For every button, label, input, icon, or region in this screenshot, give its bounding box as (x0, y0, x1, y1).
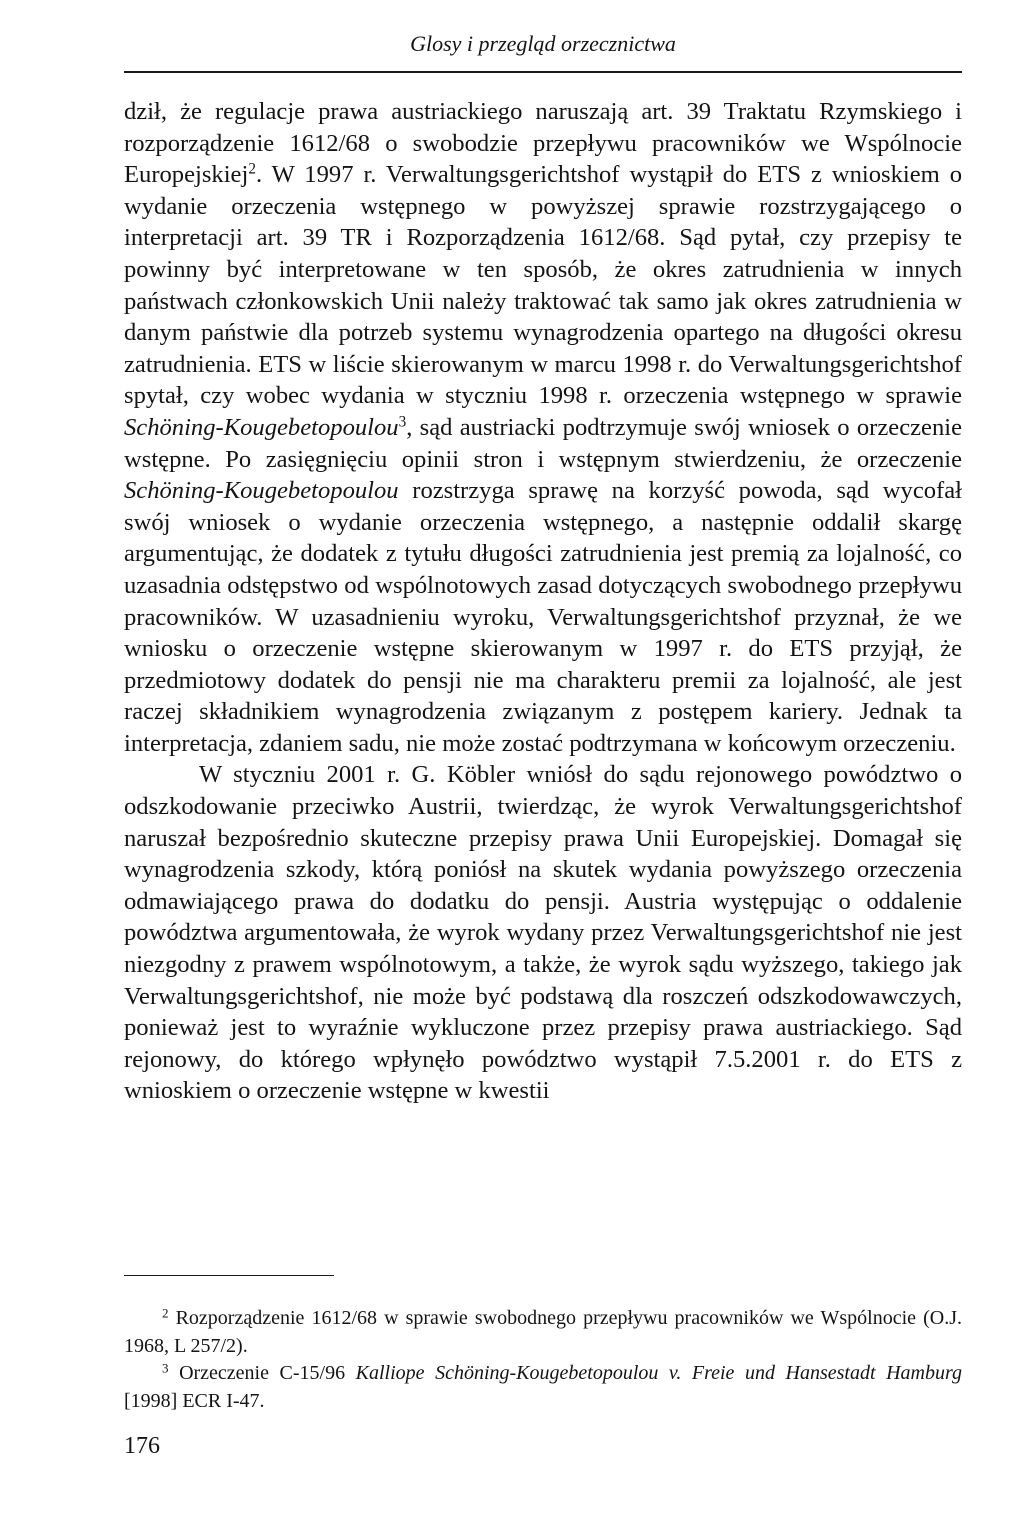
footnote-number: 2 (162, 1305, 169, 1321)
case-name-italic: Kalliope Schöning-Kougebetopoulou v. Freie und Hansestadt Hamburg (355, 1362, 963, 1384)
footnote-ref-2[interactable]: 2 (248, 160, 256, 178)
case-name-italic: Schöning-Kougebetopoulou (124, 413, 399, 441)
main-text (124, 96, 962, 1107)
running-head: Glosy i przegląd orzecznictwa (410, 31, 676, 56)
footnote-text-tail: [1998] ECR I-47. (124, 1389, 265, 1412)
footnote-text: Orzeczenie C-15/96 (179, 1362, 356, 1384)
paragraph-1 (124, 96, 962, 759)
case-name-italic: Schöning-Kougebetopoulou (124, 477, 399, 505)
footnote-rule (124, 1275, 334, 1276)
paragraph-1-part-b: . W 1997 r. Verwaltungsgerichtshof wystąpił do ETS z wnioskiem o wydanie orzeczenia wstępnego w powyższej sprawie rozstrzygającego o interpretacji art. 39 TR i Rozporządzenia 1612/68. Sąd pytał, czy przepisy te powinny być interpretowane w ten sposób, że okres zatrudnienia w innych państwach członkowskich Unii należy traktować tak samo jak okres zatrudnienia w danym państwie dla potrzeb systemu wynagrodzenia opartego na długości okresu zatrudnienia. ETS w liście skierowanym w marcu 1998 r. do Verwaltungsgerichtshof spytał, czy wobec wydania w styczniu 1998 r. orzeczenia wstępnego w sprawie (124, 161, 962, 410)
header-rule (124, 71, 962, 73)
footnotes (124, 1305, 962, 1415)
footnote-2 (124, 1305, 962, 1360)
paragraph-2: W styczniu 2001 r. G. Köbler wniósł do sądu rejonowego powództwo o odszkodowanie przeciwko Austrii, twierdząc, że wyrok Verwaltungsgerichtshof naruszał bezpośrednio skuteczne przepisy prawa Unii Europejskiej. Domagał się wynagrodzenia szkody, którą poniósł na skutek wydania powyższego orzeczenia odmawiającego prawa do dodatku do pensji. Austria występując o oddalenie powództwa argumentowała, że wyrok wydany przez Verwaltungsgerichtshof nie jest niezgodny z prawem wspólnotowym, a także, że wyrok sądu wyższego, takiego jak Verwaltungsgerichtshof, nie może być podstawą dla roszczeń odszkodowawczych, ponieważ jest to wyraźnie wykluczone przez przepisy prawa austriackiego. Sąd rejonowy, do którego wpłynęło powództwo wystąpił 7.5.2001 r. do ETS z wnioskiem o orzeczenie wstępne w kwestii (124, 761, 962, 1105)
paragraph-1-part-c: , sąd austriacki podtrzymuje swój wniosek o orzeczenie wstępne. Po zasięgnięciu opinii stron i wstępnym stwierdzeniu, że orzeczenie (124, 413, 962, 473)
footnote-3 (124, 1360, 962, 1415)
footnote-number: 3 (162, 1360, 169, 1376)
page-number: 176 (124, 1433, 160, 1459)
paragraph-1-part-d: rozstrzyga sprawę na korzyść powoda, sąd wycofał swój wniosek o wydanie orzeczenia wstępnego, a następnie oddalił skargę argumentując, że dodatek z tytułu długości zatrudnienia jest premią za lojalność, co uzasadnia odstępstwo od wspólnotowych zasad dotyczących swobodnego przepływu pracowników. W uzasadnieniu wyroku, Verwaltungsgerichtshof przyznał, że we wniosku o orzeczenie wstępne skierowanym w 1997 r. do ETS przyjął, że przedmiotowy dodatek do pensji nie ma charakteru premii za lojalność, ale jest raczej składnikiem wynagrodzenia związanym z postępem kariery. Jednak ta interpretacja, zdaniem sadu, nie może zostać podtrzymana w końcowym orzeczeniu. (124, 477, 962, 757)
footnote-text: Rozporządzenie 1612/68 w sprawie swobodnego przepływu pracowników we Wspólnocie (O.J. 1968, L 257/2). (124, 1307, 963, 1357)
paragraph-1-part-a: dził, że regulacje prawa austriackiego naruszają art. 39 Traktatu Rzymskiego i rozporządzenie 1612/68 o swobodzie przepływu pracowników we Wspólnocie Europejskiej (124, 98, 962, 189)
footnote-ref-3[interactable]: 3 (398, 413, 407, 431)
